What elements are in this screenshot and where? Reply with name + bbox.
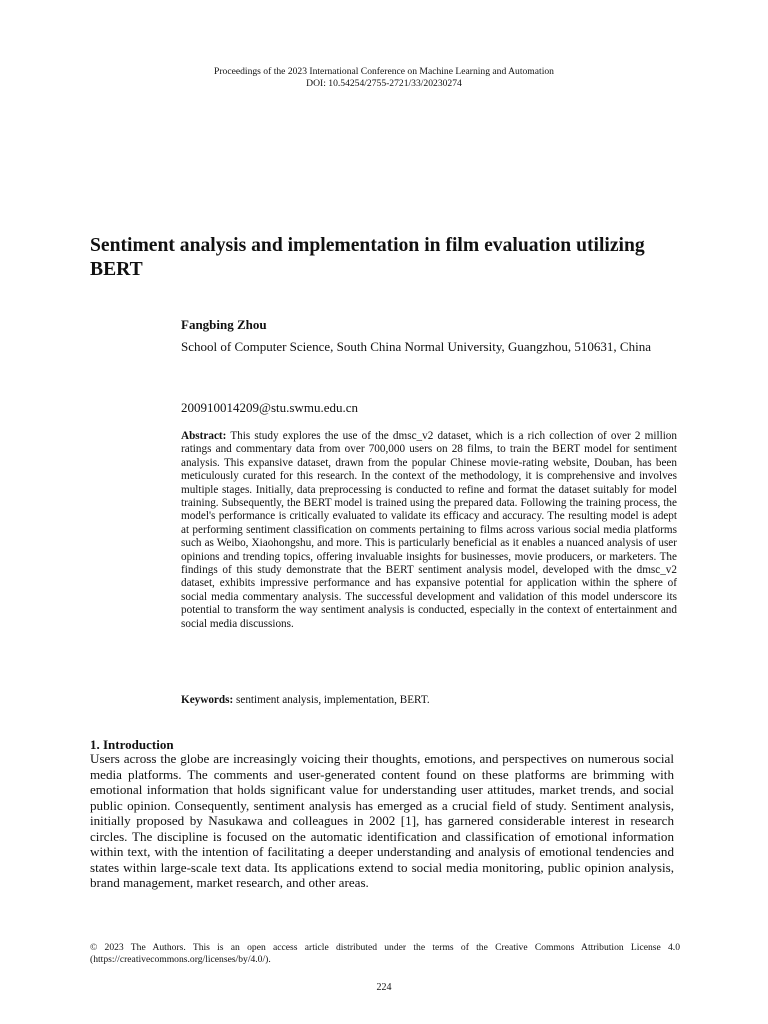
introduction-body: Users across the globe are increasingly voicing their thoughts, emotions, and perspectives on numerous social media platforms. The comments and user-generated content found on these platforms are brimming with emotional information that holds significant value for understanding user attitudes, market trends, and social public opinion. Consequently, sentiment analysis has emerged as a crucial field of study. Sentiment analysis, initially proposed by Nasukawa and colleagues in 2002 [1], has garnered considerable interest in research circles. The discipline is focused on the automatic identification and classification of emotional information within text, with the intention of facilitating a deeper understanding and analysis of emotional tendencies and states within large-scale text data. Its applications extend to social media monitoring, public opinion analysis, brand management, market research, and other areas. — [90, 751, 674, 890]
author-email: 200910014209@stu.swmu.edu.cn — [181, 400, 358, 415]
keywords — [181, 694, 430, 706]
doi-line: DOI: 10.54254/2755-2721/33/20230274 — [306, 77, 462, 89]
proceedings-line: Proceedings of the 2023 International Conference on Machine Learning and Automation — [214, 66, 554, 77]
license-footnote: © 2023 The Authors. This is an open access article distributed under the terms of the Creative Commons Attribution License 4.0 (https://creativecommons.org/licenses/by/4.0/). — [90, 942, 680, 966]
running-header — [0, 66, 768, 89]
keywords-text: sentiment analysis, implementation, BERT. — [236, 694, 430, 706]
section-heading-introduction: 1. Introduction — [90, 737, 174, 752]
abstract-text: This study explores the use of the dmsc_v2 dataset, which is a rich collection of over 2 million ratings and commentary data from over 700,000 users on 28 films, to train the BERT model for sentiment analysis. This expansive dataset, drawn from the popular Chinese movie-rating website, Douban, has been meticulously curated for this research. In the context of the methodology, it is comprehensive and involves multiple stages. Initially, data preprocessing is conducted to refine and format the dataset suitably for model training. Subsequently, the BERT model is trained using the prepared data. Following the training process, the model's performance is critically evaluated to validate its efficacy and accuracy. The resulting model is adept at performing sentiment classification on comments pertaining to films across various social media platforms such as Weibo, Xiaohongshu, and more. This is particularly beneficial as it enables a nuanced analysis of user opinions and trending topics, offering invaluable insights for businesses, movie producers, or marketers. The findings of this study demonstrate that the BERT sentiment analysis model, developed with the dmsc_v2 dataset, exhibits impressive performance and has expansive potential for application within the sphere of social media commentary analysis. The successful development and validation of this model underscore its potential to transform the way sentiment analysis is conducted, especially in the context of entertainment and social media discussions. — [181, 430, 677, 630]
abstract — [181, 430, 677, 631]
page-number: 224 — [376, 982, 392, 993]
author-name: Fangbing Zhou — [181, 317, 267, 332]
keywords-label: Keywords: — [181, 694, 234, 706]
abstract-label: Abstract: — [181, 430, 227, 442]
paper-title: Sentiment analysis and implementation in film evaluation utilizing BERT — [90, 235, 645, 280]
author-affiliation: School of Computer Science, South China Normal University, Guangzhou, 510631, China — [181, 339, 651, 354]
